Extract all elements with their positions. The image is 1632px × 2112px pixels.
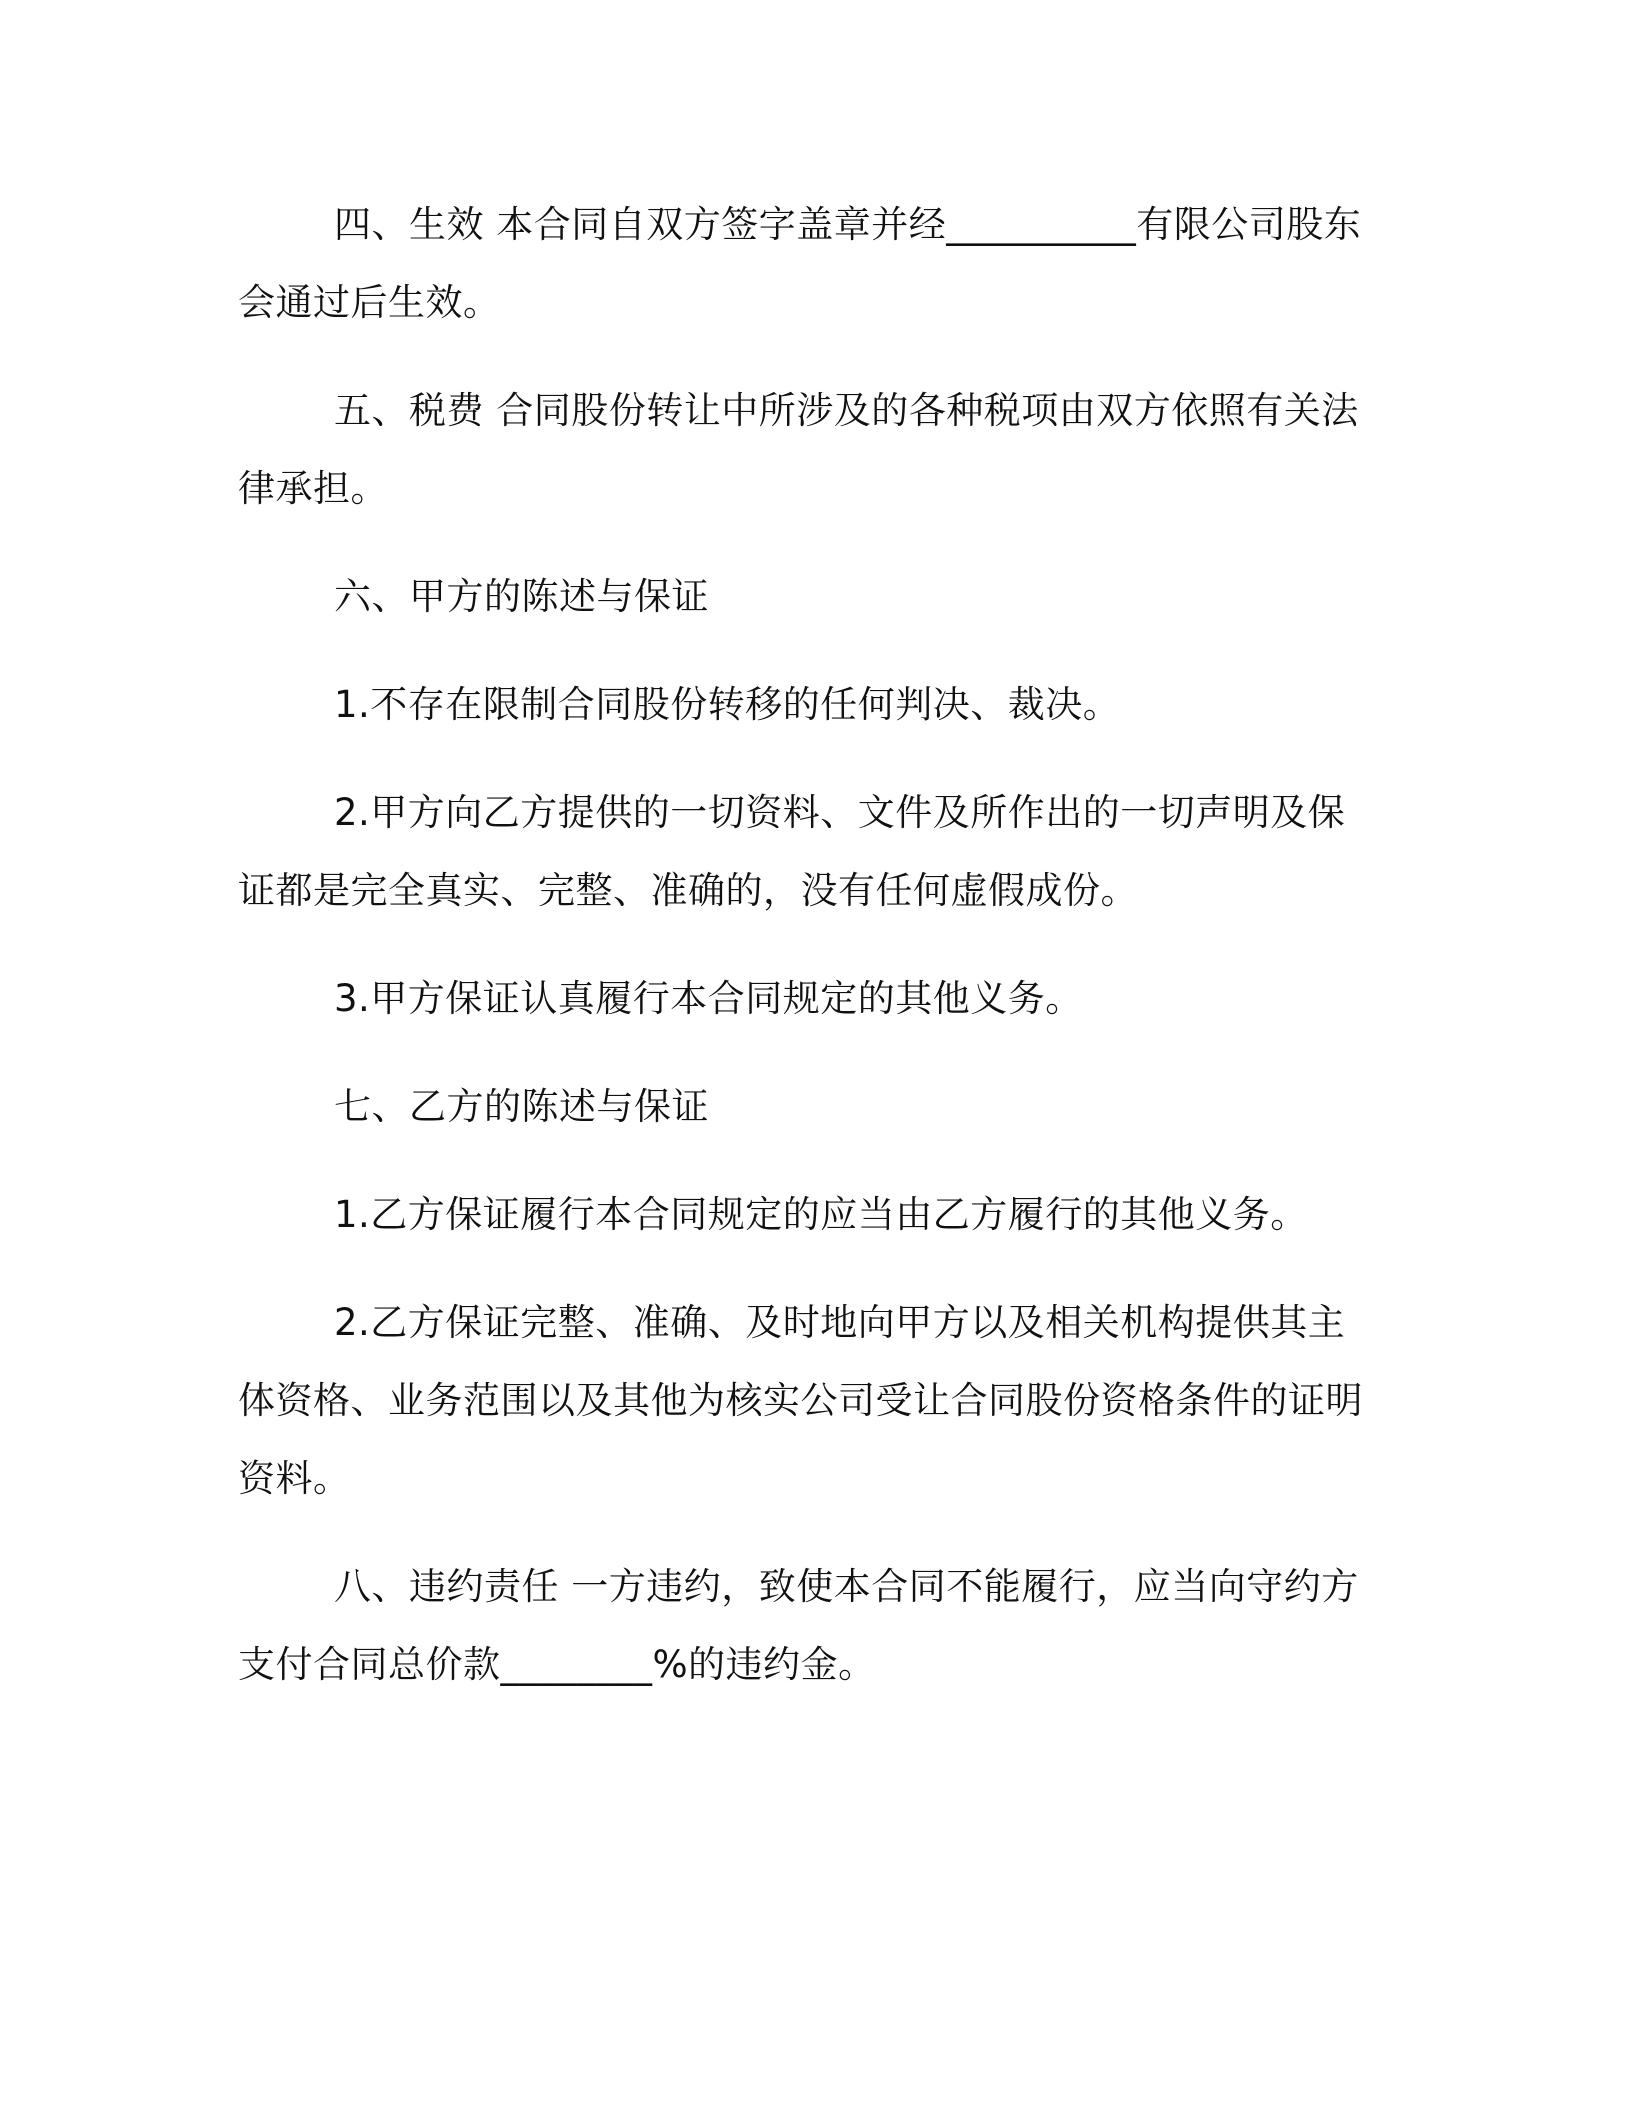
clause-6-item-2: 2.甲方向乙方提供的一切资料、文件及所作出的一切声明及保证都是完全真实、完整、准确的，没有任何虚假成份。 [238,791,1346,912]
clause-5-taxes: 五、税费 合同股份转让中所涉及的各种税项由双方依照有关法律承担。 [238,389,1359,510]
clause-6-heading: 六、甲方的陈述与保证 [334,575,709,618]
clause-8-breach-liability: 八、违约责任 一方违约，致使本合同不能履行，应当向守约方支付合同总价款________%的违约金。 [238,1565,1359,1686]
clause-4-effectiveness: 四、生效 本合同自双方签字盖章并经__________有限公司股东会通过后生效。 [238,203,1362,324]
clause-7-heading: 七、乙方的陈述与保证 [334,1085,709,1128]
clause-6-item-3: 3.甲方保证认真履行本合同规定的其他义务。 [334,977,1083,1020]
document-body [238,186,1378,1734]
clause-6-item-1: 1.不存在限制合同股份转移的任何判决、裁决。 [334,683,1121,726]
clause-7-item-1: 1.乙方保证履行本合同规定的应当由乙方履行的其他义务。 [334,1193,1308,1236]
clause-7-item-2: 2.乙方保证完整、准确、及时地向甲方以及相关机构提供其主体资格、业务范围以及其他为核实公司受让合同股份资格条件的证明资料。 [238,1301,1363,1500]
